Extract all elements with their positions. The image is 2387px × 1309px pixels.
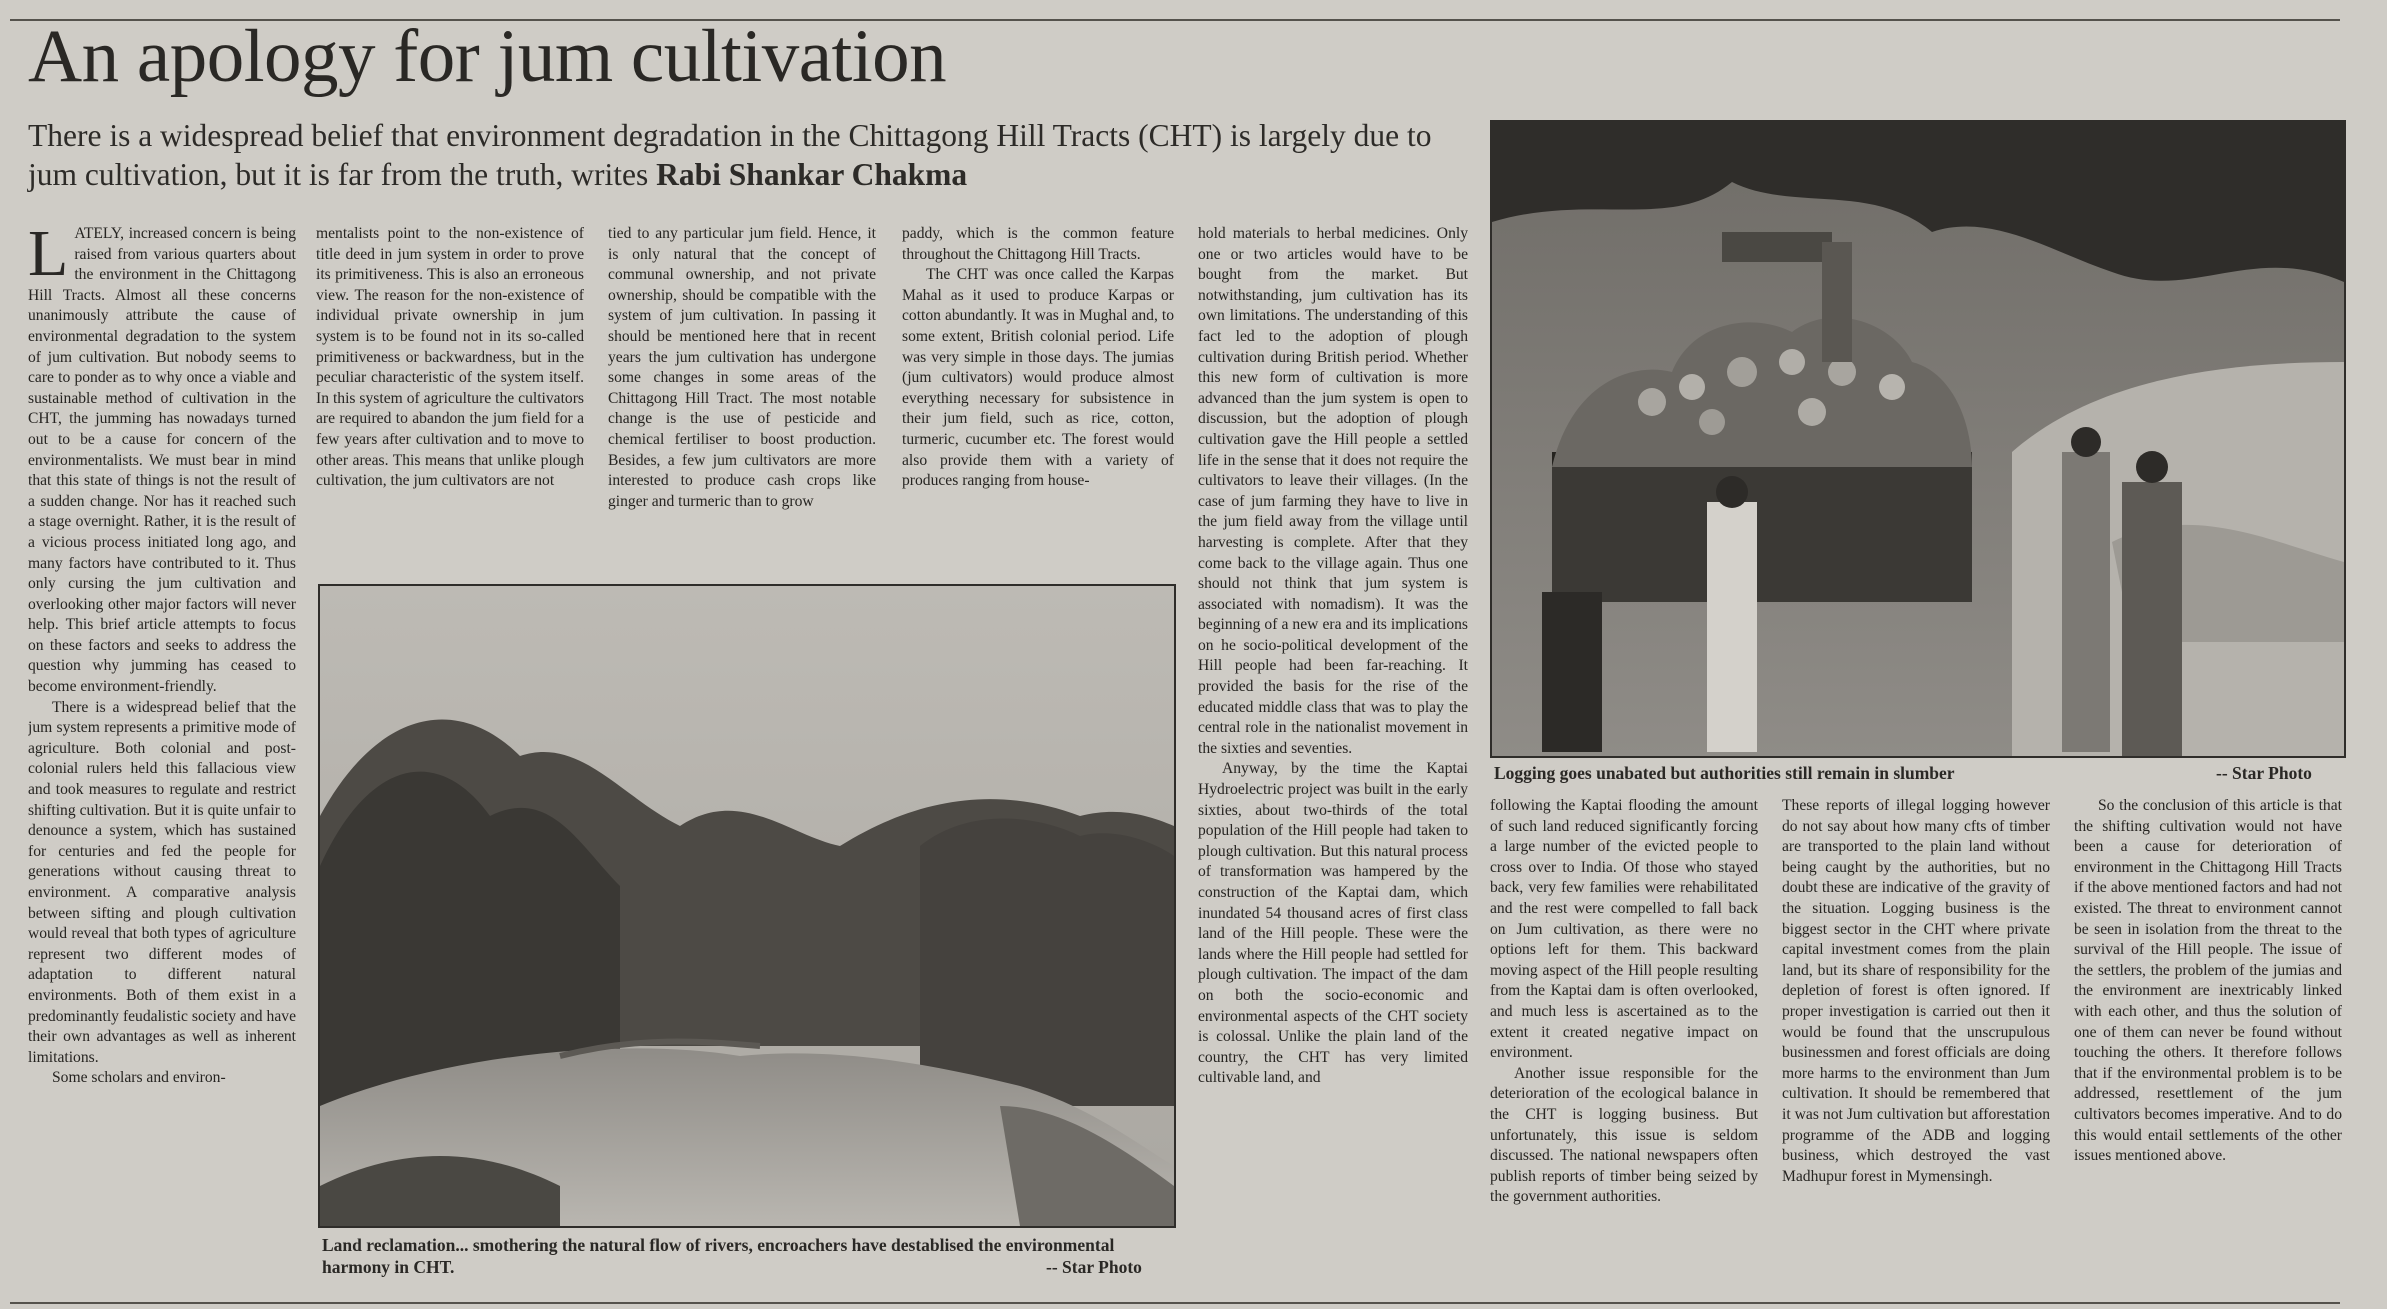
- author-byline: Rabi Shankar Chakma: [656, 157, 968, 192]
- standfirst-text: There is a widespread belief that environment degradation in the Chittagong Hill Tracts (CHT) is largely due to jum cultivation, but it is far from the truth, writes: [28, 118, 1432, 192]
- bottom-rule: [10, 1302, 2340, 1304]
- col3-para-1: tied to any particular jum field. Hence, it is only natural that the concept of communal ownership, and not private ownership, should be compatible with the system of jum cultivation. In passing it should be mentioned here that in recent years the jum cultivation has undergone some changes in some areas of the Chittagong Hill Tract. The most notable change is the use of pesticide and chemical fertiliser to boost production. Besides, a few jum cultivators are more interested to produce cash crops like ginger and turmeric than to grow: [608, 225, 876, 510]
- col6-para-1: following the Kaptai flooding the amount of such land reduced significantly forcing a large number of the evicted people to cross over to India. Of those who stayed back, very few families were rehabilitated and the rest were compelled to fall back on Jum cultivation, as there were no options left for them. This backward moving aspect of the Hill people resulting from the Kaptai dam is often overlooked, and much less is ascertained as to the extent it created negative impact on environment.: [1490, 797, 1758, 1062]
- logging-photo-caption: Logging goes unabated but authorities still remain in slumber: [1494, 763, 1955, 783]
- col4-para-1: paddy, which is the common feature throughout the Chittagong Hill Tracts.: [902, 225, 1174, 263]
- article-column-3: [608, 224, 876, 578]
- col5-para-2: Anyway, by the time the Kaptai Hydroelectric project was built in the early sixties, about two-thirds of the total population of the Hill people had taken to plough cultivation. But this natural process of transformation was hampered by the construction of the Kaptai dam, which inundated 54 thousand acres of first class land of the Hill people. These were the lands where the Hill people had settled for plough cultivation. The impact of the dam on both the socio-economic and environmental aspects of the CHT society is colossal. Unlike the plain land of the country, the CHT has very limited cultivable land, and: [1198, 760, 1468, 1087]
- col4-para-2: The CHT was once called the Karpas Mahal as it used to produce Karpas or cotton abundantly. It was in Mughal and, to some extent, British colonial period. Life was very simple in those days. The jumias (jum cultivators) would produce almost everything necessary for subsistence in their jum field, such as rice, cotton, turmeric, cucumber etc. The forest would also provide them with a variety of produces ranging from house-: [902, 266, 1174, 490]
- article-column-6: [1490, 796, 1758, 1292]
- drop-cap: L: [28, 224, 69, 290]
- col5-para-1: hold materials to herbal medicines. Only one or two articles would have to be bought from the market. But notwithstanding, jum cultivation has its own limitations. The understanding of this fact led to the adoption of plough cultivation during British period. Whether this new form of cultivation is more advanced than the jum system is open to discussion, but the adoption of plough cultivation gave the Hill people a settled life in the sense that it does not require the cultivators to leave their villages. (In the case of jum farming they have to live in the jum field away from the village until harvesting is complete. After that they come back to the village again. Thus one should not think that jum system is associated with nomadism). It was the beginning of a new era and its implications on he socio-political development of the Hill people had been far-reaching. It provided the basis for the rise of the educated middle class that was to play the central role in the nationalist movement in the sixties and seventies.: [1198, 225, 1468, 757]
- article-column-4: [902, 224, 1174, 578]
- logging-photo: [1490, 120, 2346, 758]
- col2-para-1: mentalists point to the non-existence of title deed in jum system in order to prove its primitiveness. This is also an erroneous view. The reason for the non-existence of individual private ownership in jum system is to be found not in its so-called primitiveness or backwardness, but in the peculiar characteristic of the system itself. In this system of agriculture the cultivators are required to abandon the jum field for a few years after cultivation and to move to other areas. This means that unlike plough cultivation, the jum cultivators are not: [316, 225, 584, 490]
- col1-para-2: There is a widespread belief that the jum system represents a primitive mode of agriculture. Both colonial and post-colonial rulers held this fallacious view and took measures to regulate and restrict shifting cultivation. But it is quite unfair to denounce a system, which has sustained for centuries and fed the people for generations without causing threat to environment. A comparative analysis between sifting and plough cultivation would reveal that both types of agriculture represent two different modes of adaptation to different natural environments. Both of them exist in a predominantly feudalistic society and have their own advantages as well as inherent limitations.: [28, 698, 296, 1066]
- article-column-1: [28, 224, 296, 1292]
- col1-para-3: Some scholars and environ-: [52, 1069, 226, 1087]
- article-column-8: [2074, 796, 2342, 1292]
- article-column-5: [1198, 224, 1468, 1292]
- logging-photo-credit: -- Star Photo: [2216, 763, 2312, 783]
- article-column-7: [1782, 796, 2050, 1292]
- river-caption-text: Land reclamation... smothering the natural flow of rivers, encroachers have destablised the environmental harmony in CHT.: [322, 1235, 1115, 1277]
- col1-para-1: ATELY, increased concern is being raised from various quarters about the environment in the Chittagong Hill Tracts. Almost all these concerns unanimously attribute the cause of environmental degradation to the system of jum cultivation. But nobody seems to care to ponder as to why once a viable and sustainable method of cultivation in the CHT, the jumming has nowadays turned out to be a cause for concern of the environmentalists. We must bear in mind that this state of things is not the result of a sudden change. Nor has it reached such a stage overnight. Rather, it is the result of a vicious process initiated long ago, and many factors have contributed to it. Thus only cursing the jum cultivation and overlooking other major factors will never help. This brief article attempts to focus on these factors and seeks to address the question why jumming has ceased to become environment-friendly.: [28, 225, 296, 696]
- river-photo-credit: -- Star Photo: [1046, 1257, 1142, 1277]
- col6-para-2: Another issue responsible for the deterioration of the ecological balance in the CHT is logging business. But unfortunately, this issue is seldom discussed. The national newspapers often publish reports of timber being seized by the government authorities.: [1490, 1064, 1758, 1206]
- headline: An apology for jum cultivation: [28, 15, 947, 98]
- standfirst: [28, 116, 1478, 194]
- col7-para-1: These reports of illegal logging however do not say about how many cfts of timber are transported to the plain land without being caught by the authorities, but no doubt these are indicative of the gravity of the situation. Logging business is the biggest sector in the CHT where private capital investment comes from the plain land, but its share of responsibility for the depletion of forest is often ignored. If proper investigation is carried out then it would be found that the unscrupulous businessmen and forest officials are doing more harms to the environment than Jum cultivation. It should be remembered that it was not Jum cultivation but afforestation programme of the ADB and logging business, which destroyed the vast Madhupur forest in Mymensingh.: [1782, 797, 2050, 1185]
- river-photo: [318, 584, 1176, 1228]
- article-column-2: [316, 224, 584, 578]
- col8-para-1: So the conclusion of this article is that the shifting cultivation would not have been a cause for deterioration of environment in the Chittagong Hill Tracts if the above mentioned factors and had not existed. The threat to environment cannot be seen in isolation from the threat to the survival of the Hill people. The issue of the settlers, the problem of the jumias and the environment are inextricably linked with each other, and thus the solution of one of them can never be found without touching the others. It therefore follows that if the environmental problem is to be addressed, resettlement of the jum cultivators becomes imperative. And to do this would entail settlements of the other issues mentioned above.: [2074, 797, 2342, 1165]
